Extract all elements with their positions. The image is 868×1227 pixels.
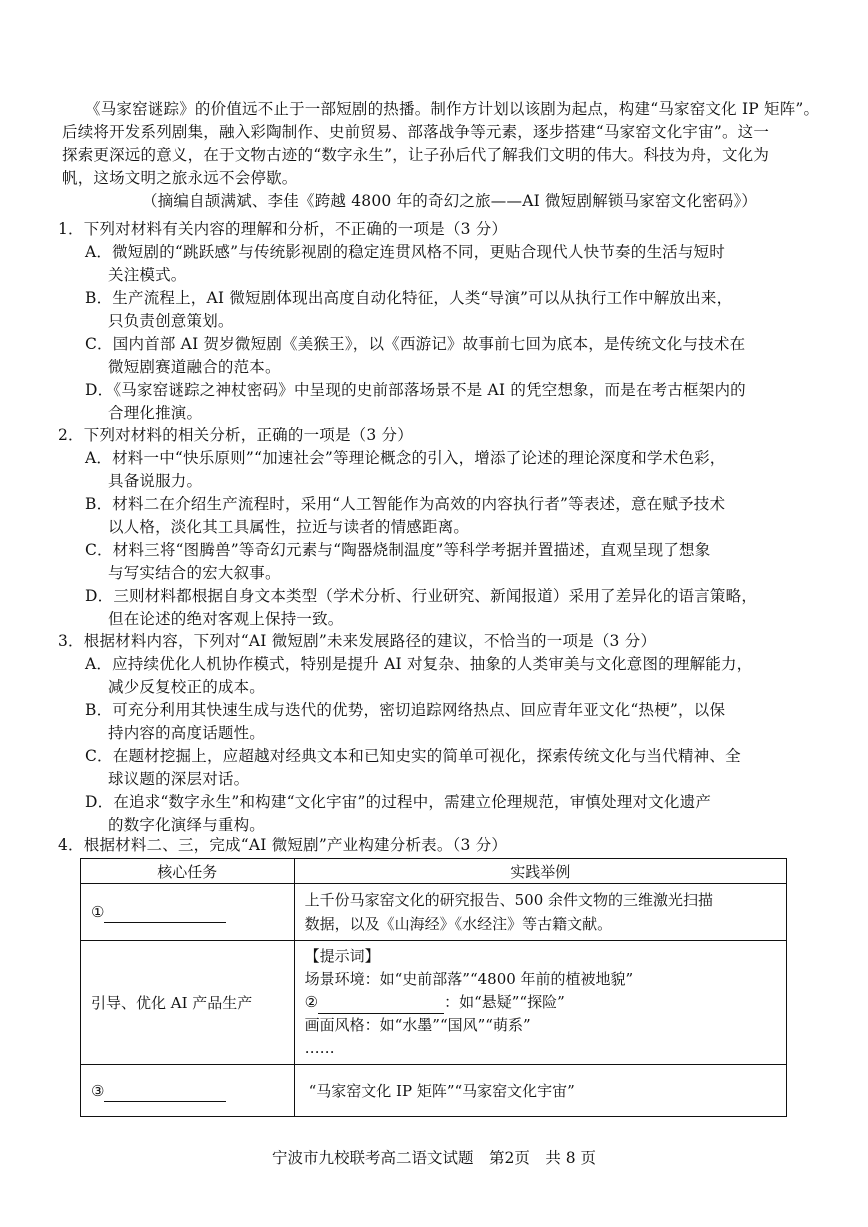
option-d-cont: 的数字化演绎与重构。 — [108, 816, 266, 834]
example-cell — [294, 884, 786, 941]
option-a: A．材料一中“快乐原则”“加速社会”等理论概念的引入，增添了论述的理论深度和学术色彩， — [85, 449, 726, 467]
question-stem: 3．根据材料内容，下列对“AI 微短剧”未来发展路径的建议，不恰当的一项是（3 分） — [58, 632, 657, 650]
option-d-cont: 但在论述的绝对客观上保持一致。 — [108, 610, 344, 628]
table-row — [81, 1065, 787, 1117]
option-c: C．国内首部 AI 贺岁微短剧《美猴王》，以《西游记》故事前七回为底本，是传统文化与技术在 — [85, 335, 746, 353]
option-a-cont: 减少反复校正的成本。 — [108, 678, 266, 696]
answer-blank-2[interactable] — [318, 997, 444, 1014]
question-stem: 2．下列对材料的相关分析，正确的一项是（3 分） — [58, 426, 413, 444]
example-text-with-blank — [305, 991, 778, 1014]
prompt-title: 【提示词】 — [304, 947, 380, 965]
blank-marker: ③ — [91, 1081, 105, 1100]
example-text: 画面风格：如“水墨”“国风”“萌系” — [304, 1016, 531, 1034]
intro-line: 《马家窑谜踪》的价值远不止于一部短剧的热播。制作方计划以该剧为起点，构建“马家窑文化 IP 矩阵”。 — [85, 100, 820, 118]
option-d: D．三则材料都根据自身文本类型（学术分析、行业研究、新闻报道）采用了差异化的语言策略， — [85, 587, 758, 605]
example-text: 上千份马家窑文化的研究报告、500 余件文物的三维激光扫描 — [304, 891, 714, 909]
option-b: B．生产流程上，AI 微短剧体现出高度自动化特征，人类“导演”可以从执行工作中解放出来， — [85, 289, 733, 307]
option-d: D．《马家窑谜踪之神杖密码》中呈现的史前部落场景不是 AI 的凭空想象，而是在考古框架内的 — [85, 381, 746, 399]
question-stem: 4．根据材料二、三，完成“AI 微短剧”产业构建分析表。（3 分） — [58, 836, 508, 854]
blank-marker: ① — [91, 903, 105, 921]
option-a: A．应持续优化人机协作模式，特别是提升 AI 对复杂、抽象的人类审美与文化意图的理解能力， — [85, 655, 753, 673]
intro-line: 探索更深远的意义，在于文物古迹的“数字永生”，让子孙后代了解我们文明的伟大。科技为舟，文化为 — [62, 146, 770, 164]
table-row — [81, 941, 787, 1065]
task-cell: 引导、优化 AI 产品生产 — [81, 941, 295, 1065]
answer-cell-3 — [81, 1065, 295, 1117]
page-footer: 宁波市九校联考高二语文试题 第2页 共 8 页 — [271, 1149, 597, 1167]
option-c: C．在题材挖掘上，应超越对经典文本和已知史实的简单可视化，探索传统文化与当代精神、全 — [85, 747, 741, 765]
analysis-table — [80, 858, 787, 1117]
table-row — [81, 884, 787, 941]
option-d-cont: 合理化推演。 — [108, 404, 203, 422]
option-c-cont: 球议题的深层对话。 — [108, 770, 250, 788]
table-header: 核心任务 — [81, 859, 295, 884]
option-c: C．材料三将“图腾兽”等奇幻元素与“陶器烧制温度”等科学考据并置描述，直观呈现了想象 — [85, 541, 711, 559]
option-a: A．微短剧的“跳跃感”与传统影视剧的稳定连贯风格不同，更贴合现代人快节奏的生活与短时 — [85, 243, 725, 261]
source-citation: （摘编自颉满斌、李佳《跨越 4800 年的奇幻之旅——AI 微短剧解锁马家窑文化密码》） — [142, 192, 758, 210]
option-b-cont: 以人格，淡化其工具属性，拉近与读者的情感距离。 — [108, 518, 470, 536]
option-d: D．在追求“数字永生”和构建“文化宇宙”的过程中，需建立伦理规范，审慎处理对文化遗产 — [85, 793, 712, 811]
question-stem: 1．下列对材料有关内容的理解和分析，不正确的一项是（3 分） — [58, 220, 508, 238]
option-b-cont: 持内容的高度话题性。 — [108, 724, 266, 742]
answer-blank-1[interactable] — [104, 906, 226, 923]
example-cell — [294, 1065, 786, 1117]
intro-line: 帆，这场文明之旅永远不会停歇。 — [62, 169, 298, 187]
option-c-cont: 与写实结合的宏大叙事。 — [108, 564, 281, 582]
table-header: 实践举例 — [294, 859, 786, 884]
option-a-cont: 关注模式。 — [108, 266, 187, 284]
example-text: ：如“悬疑”“探险” — [444, 993, 565, 1011]
option-a-cont: 具备说服力。 — [108, 472, 203, 490]
example-text: “马家窑文化 IP 矩阵”“马家窑文化宇宙” — [308, 1081, 575, 1100]
answer-blank-3[interactable] — [104, 1085, 226, 1102]
option-b-cont: 只负责创意策划。 — [108, 312, 234, 330]
blank-marker: ② — [304, 993, 319, 1011]
answer-cell-1 — [81, 884, 295, 941]
option-b: B．可充分利用其快速生成与迭代的优势，密切追踪网络热点、回应青年亚文化“热梗”，以保 — [85, 701, 726, 719]
intro-line: 后续将开发系列剧集，融入彩陶制作、史前贸易、部落战争等元素，逐步搭建“马家窑文化宇宙”。这一 — [62, 123, 770, 141]
table-header-row — [81, 859, 787, 884]
option-b: B．材料二在介绍生产流程时，采用“人工智能作为高效的内容执行者”等表述，意在赋予技术 — [85, 495, 726, 513]
example-cell — [294, 941, 786, 1065]
option-c-cont: 微短剧赛道融合的范本。 — [108, 358, 281, 376]
example-text: 数据，以及《山海经》《水经注》等古籍文献。 — [304, 915, 613, 933]
example-text: 场景环境：如“史前部落”“4800 年前的植被地貌” — [304, 970, 634, 988]
ellipsis: …… — [304, 1039, 335, 1057]
